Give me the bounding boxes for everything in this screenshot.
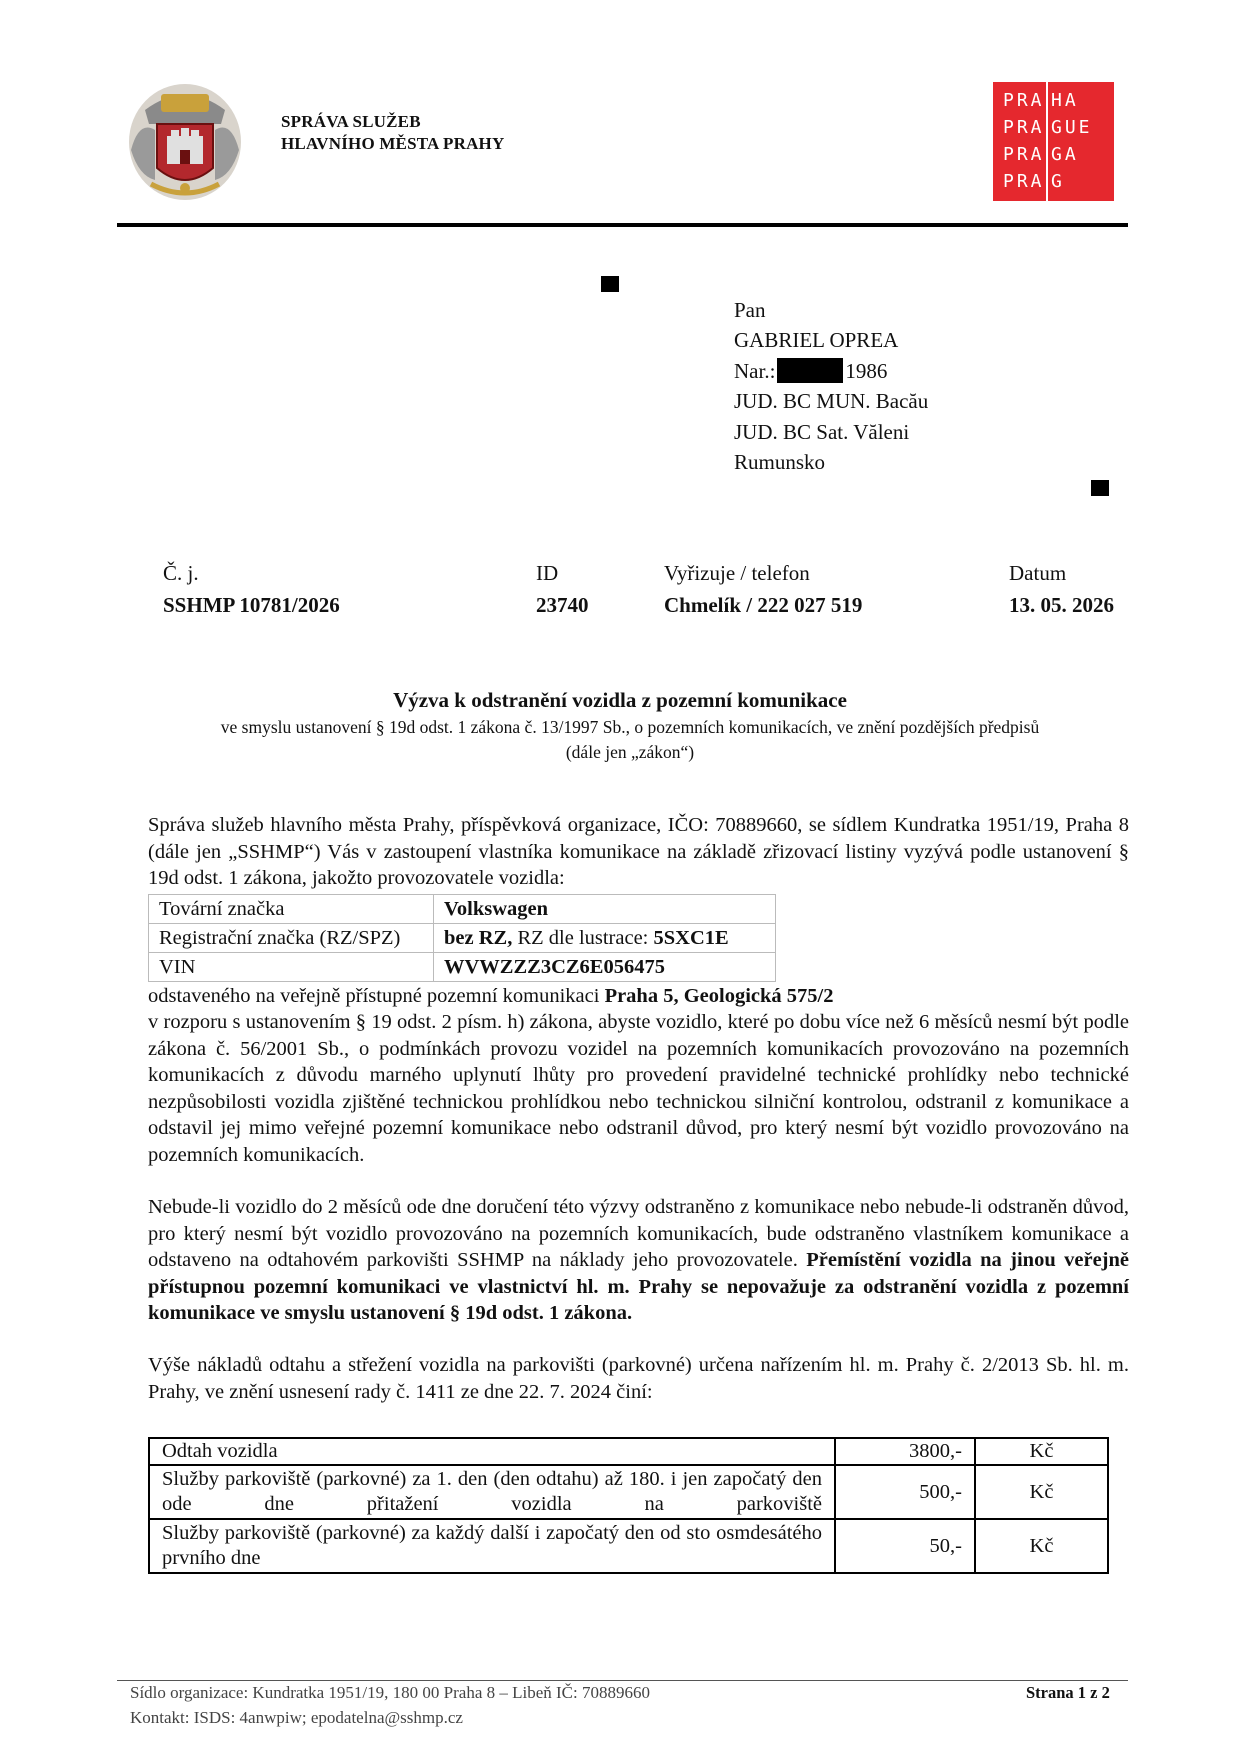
- logo-word-left: PRA: [1003, 90, 1045, 111]
- cost-amount: 50,-: [835, 1519, 975, 1573]
- table-row: [149, 895, 776, 924]
- table-row: [149, 1465, 1108, 1519]
- cost-currency: Kč: [975, 1519, 1108, 1573]
- cost-currency: Kč: [975, 1465, 1108, 1519]
- recipient-line5: JUD. BC Sat. Văleni: [734, 419, 910, 444]
- paragraph-2-bold: Přemístění vozidla na jinou veřejně přístupnou pozemní komunikaci ve vlastnictví hl. m. Prahy se nepovažuje za odstranění vozidla z pozemní komunikace ve smyslu ustanovení § 19d odst. 1 zákona.: [148, 1249, 1129, 1324]
- paragraph-2: [148, 1194, 1129, 1327]
- page-number: [1026, 1683, 1110, 1703]
- org-name-line1: SPRÁVA SLUŽEB: [281, 112, 421, 131]
- vin-label: VIN: [149, 953, 434, 982]
- id-label: ID: [536, 561, 559, 585]
- subtitle-line1: ve smyslu ustanovení § 19d odst. 1 zákona č. 13/1997 Sb., o pozemních komunikacích, ve znění pozdějších předpisů: [220, 717, 1040, 737]
- page-label: Strana: [1026, 1683, 1078, 1702]
- id-value: 23740: [536, 593, 589, 617]
- date-value: 13. 05. 2026: [1009, 593, 1114, 617]
- cj-label: Č. j.: [163, 561, 199, 585]
- footer-contact: Kontakt: ISDS: 4anwpiw; epodatelna@sshmp.cz: [130, 1708, 463, 1727]
- location-value: Praha 5, Geologická 575/2: [604, 985, 834, 1007]
- subtitle-line2: (dále jen „zákon“): [565, 742, 695, 762]
- table-row: [149, 1519, 1108, 1573]
- page-of: z: [1086, 1683, 1102, 1702]
- footer-address: Sídlo organizace: Kundratka 1951/19, 180 00 Praha 8 – Libeň IČ: 70889660: [130, 1683, 650, 1702]
- vin-value: WVWZZZ3CZ6E056475: [434, 953, 776, 982]
- logo-row-3: [1003, 145, 1079, 165]
- cost-desc: Odtah vozidla: [149, 1438, 835, 1465]
- logo-word-right: HA: [1051, 90, 1079, 111]
- logo-row-1: [1003, 91, 1079, 111]
- page-total: 2: [1101, 1683, 1110, 1702]
- handler-label: Vyřizuje / telefon: [664, 561, 810, 585]
- cost-currency: Kč: [975, 1438, 1108, 1465]
- logo-row-2: [1003, 118, 1093, 138]
- recipient-salutation: Pan: [734, 298, 766, 322]
- intro-paragraph: Správa služeb hlavního města Prahy, příspěvková organizace, IČO: 70889660, se sídlem Kundratka 1951/19, Praha 8 (dále jen „SSHMP“) Vás v zastoupení vlastníka komunikace na základě zřizovací listiny vyzývá podle ustanovení § 19d odst. 1 zákona, jakožto provozovatele vozidla:: [148, 814, 1129, 889]
- plate-value: [434, 924, 776, 953]
- logo-word-right: GUE: [1051, 117, 1093, 138]
- birth-year: 1986: [845, 358, 888, 383]
- page-current: 1: [1077, 1683, 1087, 1702]
- location-line: [148, 983, 1129, 1010]
- organization-name: [281, 111, 504, 155]
- cost-desc: Služby parkoviště (parkovné) za 1. den (den odtahu) až 180. i jen započatý den ode dne přitažení vozidla na parkoviště: [149, 1465, 835, 1519]
- plate-none: bez RZ,: [444, 926, 513, 949]
- plate-lookup-value: 5SXC1E: [653, 926, 729, 949]
- cost-desc: Služby parkoviště (parkovné) za každý další i započatý den od sto osmdesátého prvního dne: [149, 1519, 835, 1573]
- logo-word-left: PRA: [1003, 117, 1045, 138]
- logo-word-right: GA: [1051, 144, 1079, 165]
- paragraph-1: v rozporu s ustanovením § 19 odst. 2 písm. h) zákona, abyste vozidlo, které po dobu více než 6 měsíců nesmí být podle zákona č. 56/2001 Sb., o podmínkách provozu vozidel na pozemních komunikacích provozováno na pozemních komunikacích z důvodu marného uplynutí lhůty pro provedení pravidelné technické prohlídky nebo technické nezpůsobilosti vozidla zjištěné technickou prohlídkou nebo technickou silniční kontrolou, odstranil z komunikace a odstavil jej mimo veřejné pozemní komunikace nebo odstranil důvod, pro který nesmí být vozidlo provozováno na pozemních komunikacích.: [148, 1011, 1129, 1166]
- recipient-birth: [734, 356, 928, 386]
- recipient-line4: JUD. BC MUN. Bacău: [734, 389, 929, 414]
- table-row: [149, 924, 776, 953]
- recipient-country: Rumunsko: [734, 450, 826, 475]
- cj-value: SSHMP 10781/2026: [163, 593, 340, 617]
- plate-lookup-label: RZ dle lustrace:: [512, 926, 654, 949]
- table-row: [149, 1438, 1108, 1465]
- plate-label: Registrační značka (RZ/SPZ): [149, 924, 434, 953]
- logo-word-left: PRA: [1003, 144, 1045, 165]
- location-prefix: odstaveného na veřejně přístupné pozemní komunikaci: [148, 985, 605, 1007]
- envelope-mark-bottom: [1091, 480, 1109, 496]
- date-label: Datum: [1009, 561, 1067, 585]
- cost-table: [148, 1437, 1109, 1574]
- cost-amount: 3800,-: [835, 1438, 975, 1465]
- prague-coat-of-arms: [125, 80, 245, 202]
- brand-value: Volkswagen: [434, 895, 776, 924]
- cost-amount: 500,-: [835, 1465, 975, 1519]
- logo-word-right: G: [1051, 171, 1065, 192]
- recipient-address: [734, 295, 928, 477]
- logo-row-4: [1003, 172, 1065, 192]
- document-subtitle: [130, 715, 1130, 765]
- vehicle-table: [148, 894, 776, 982]
- handler-value: Chmelík / 222 027 519: [664, 593, 863, 617]
- logo-word-left: PRA: [1003, 171, 1045, 192]
- table-row: [149, 953, 776, 982]
- org-name-line2: HLAVNÍHO MĚSTA PRAHY: [281, 134, 505, 153]
- paragraph-3: Výše nákladů odtahu a střežení vozidla na parkovišti (parkovné) určena nařízením hl. m. Prahy č. 2/2013 Sb. hl. m. Prahy, ve znění usnesení rady č. 1411 ze dne 22. 7. 2024 činí:: [148, 1354, 1129, 1403]
- brand-label: Tovární značka: [149, 895, 434, 924]
- document-title: Výzva k odstranění vozidla z pozemní komunikace: [393, 688, 847, 712]
- envelope-mark-top: [601, 276, 619, 292]
- recipient-name: GABRIEL OPREA: [734, 328, 899, 353]
- footer-rule: [117, 1680, 1128, 1681]
- redaction-block: [777, 358, 843, 383]
- praha-logo: [993, 82, 1114, 201]
- paragraph-2-text: Nebude-li vozidlo do 2 měsíců ode dne doručení této výzvy odstraněno z komunikace nebo nebude-li odstraněn důvod, pro který nesmí být vozidlo provozováno na pozemních komunikacích, bude odstraněno vlastníkem komunikace a odstaveno na odtahovém parkovišti SSHMP na náklady jeho provozovatele.: [148, 1196, 1129, 1271]
- header-rule: [117, 223, 1128, 227]
- birth-label: Nar.:: [734, 358, 776, 383]
